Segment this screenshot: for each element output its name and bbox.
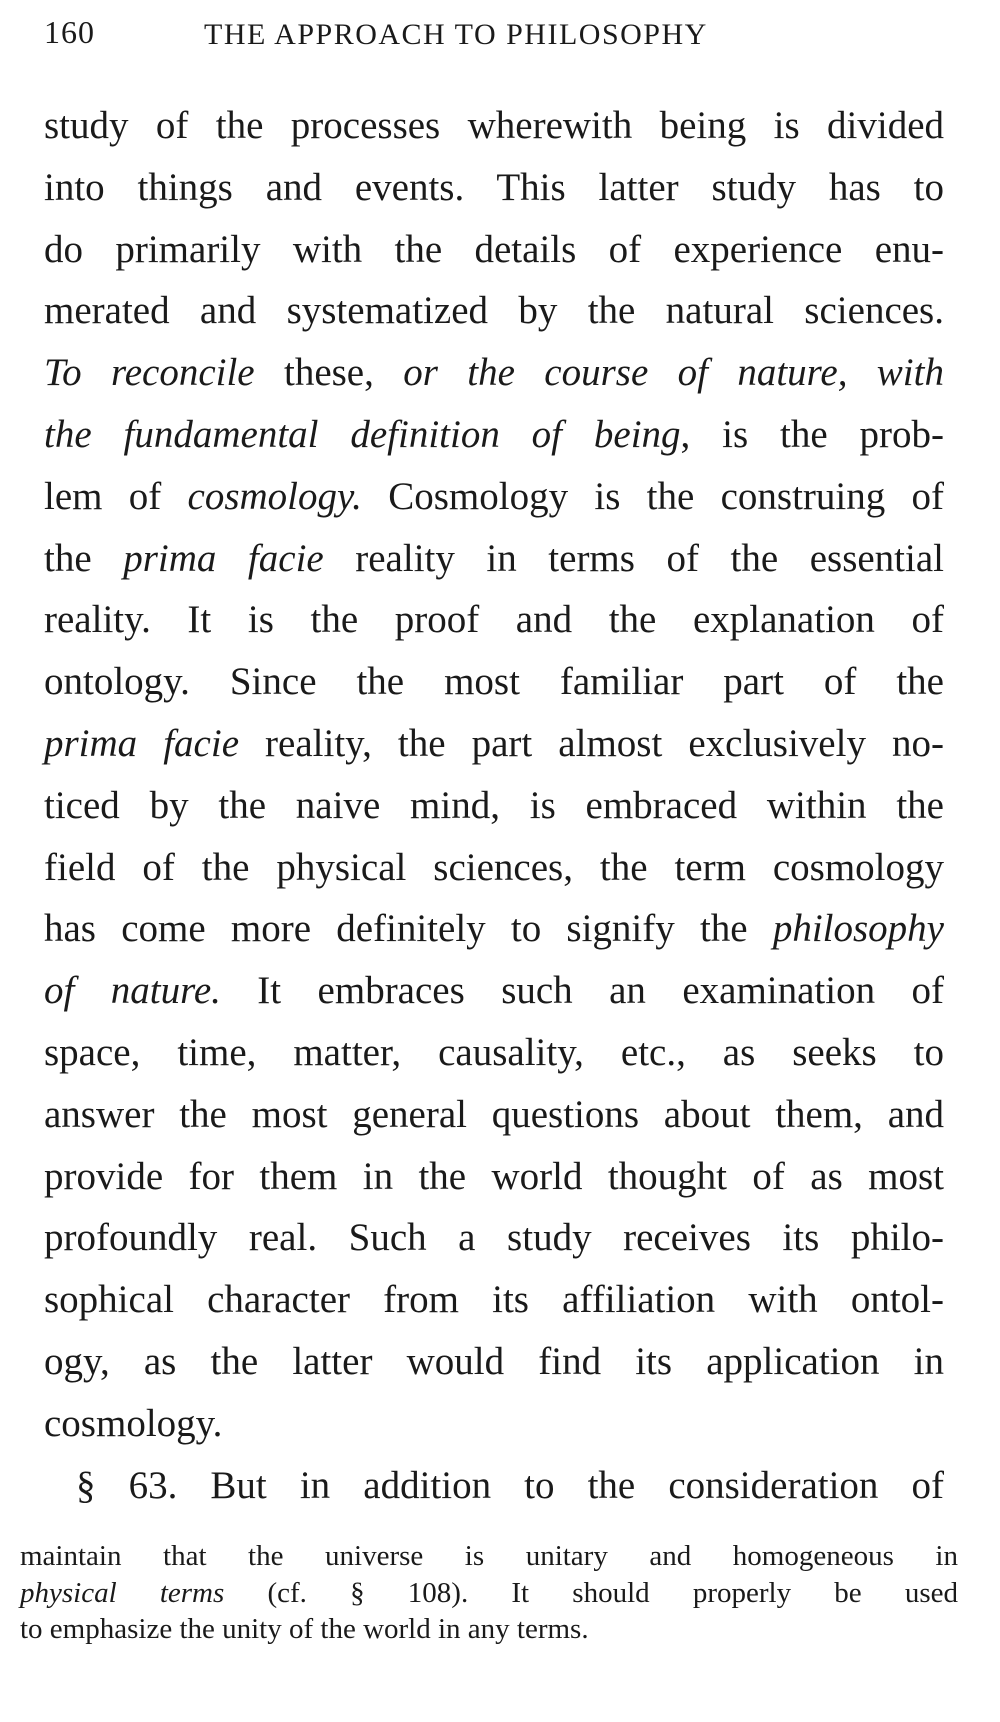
page-header [44,14,944,64]
page-number: 160 [44,14,95,50]
section-63-start: § 63. But in addition to the consideration of [76,1463,944,1507]
body-line: field of the physical sciences, the term cosmology [44,845,944,889]
body-line: To reconcile these, or the course of nature, with [44,351,944,395]
body-line: lem of cosmology. Cosmology is the construing of [44,474,944,518]
body-line: the fundamental definition of being, is the prob- [44,412,944,456]
body-line: of nature. It embraces such an examination of [44,969,945,1013]
footnote [20,1538,958,1648]
body-line: the prima facie reality in terms of the essential [44,536,944,580]
body-line: profoundly real. Such a study receives its philo- [44,1216,944,1260]
body-line: into things and events. This latter study has to [44,165,944,209]
body-line: sophical character from its affiliation with ontol- [44,1278,944,1322]
body-line: has come more definitely to signify the philosophy [44,907,944,951]
running-head: THE APPROACH TO PHILOSOPHY [204,18,708,51]
body-line: space, time, matter, causality, etc., as seeks to [44,1030,944,1074]
footnote-line: maintain that the universe is unitary and homogeneous in [20,1540,958,1572]
body-line: answer the most general questions about them, and [44,1092,944,1136]
footnote-line: to emphasize the unity of the world in any terms. [20,1613,589,1645]
body-line: ticed by the naive mind, is embraced within the [44,783,944,827]
body-line: cosmology. [44,1401,223,1445]
body-line: ontology. Since the most familiar part of the [44,660,944,704]
footnote-line: physical terms (cf. § 108). It should properly be used [20,1576,958,1609]
body-text [44,95,944,1516]
body-line: study of the processes wherewith being is divided [44,104,944,147]
body-line: reality. It is the proof and the explanation of [44,598,944,642]
body-line: provide for them in the world thought of as most [44,1154,944,1198]
body-line: do primarily with the details of experience enu- [44,227,944,271]
body-line: prima facie reality, the part almost exclusively no- [44,721,944,765]
body-line: merated and systematized by the natural sciences. [44,289,944,333]
body-line: ogy, as the latter would find its application in [44,1339,944,1383]
